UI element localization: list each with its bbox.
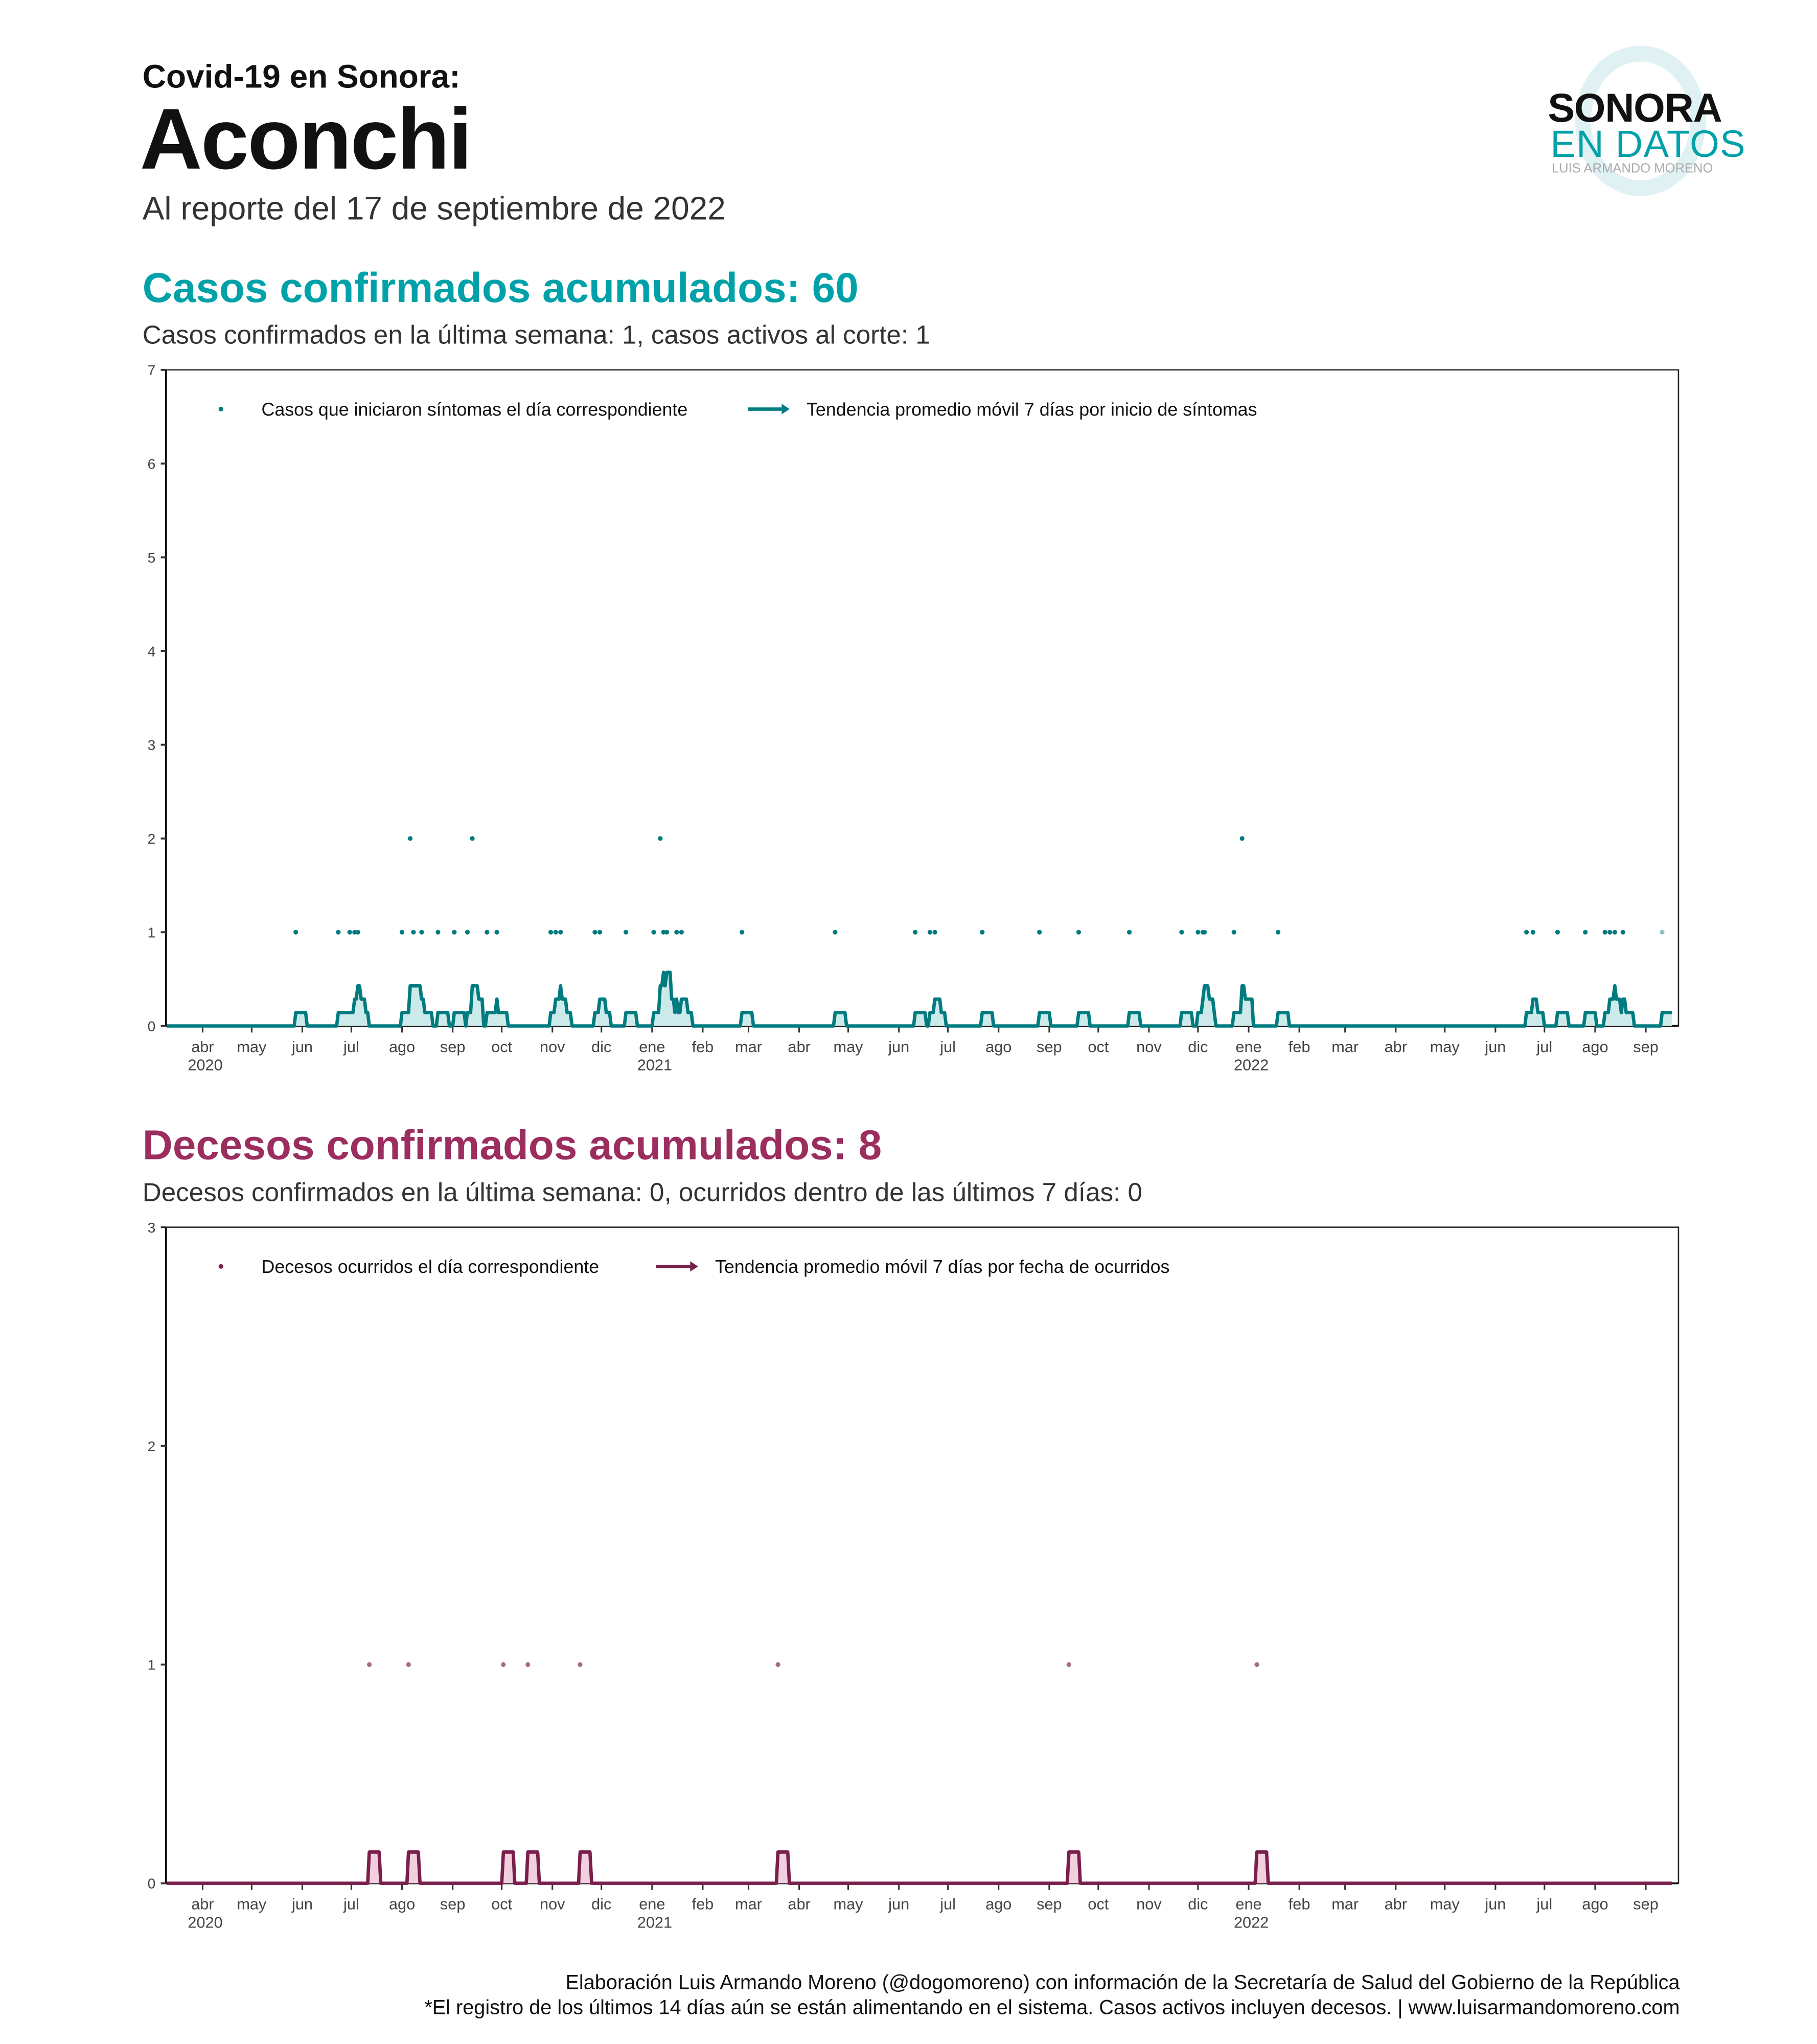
x-tick-label: dic bbox=[591, 1037, 612, 1056]
data-point bbox=[408, 836, 412, 841]
moving-average-line bbox=[167, 1852, 1672, 1883]
y-tick-label: 1 bbox=[147, 924, 156, 941]
data-point bbox=[435, 930, 440, 935]
data-point bbox=[932, 930, 937, 935]
x-tick-label: oct bbox=[491, 1895, 513, 1913]
x-tick-label: jun bbox=[888, 1895, 910, 1913]
x-tick-label: jul bbox=[1536, 1037, 1553, 1056]
data-point bbox=[494, 930, 499, 935]
x-year-label: 2020 bbox=[188, 1913, 223, 1932]
data-point bbox=[740, 930, 744, 935]
x-tick-label: jun bbox=[888, 1037, 910, 1056]
data-point bbox=[411, 930, 416, 935]
data-point bbox=[980, 930, 984, 935]
x-tick-label: ene bbox=[1235, 1037, 1262, 1056]
x-tick-label: sep bbox=[440, 1895, 466, 1913]
data-point bbox=[913, 930, 917, 935]
legend-arrow-icon bbox=[690, 1261, 698, 1271]
x-tick-label: may bbox=[1430, 1037, 1460, 1056]
x-year-label: 2022 bbox=[1233, 1913, 1269, 1932]
x-year-label: 2021 bbox=[637, 1056, 673, 1074]
x-tick-label: may bbox=[833, 1037, 863, 1056]
data-point bbox=[1583, 930, 1588, 935]
legend-points-label: Decesos ocurridos el día correspondiente bbox=[261, 1257, 600, 1278]
x-tick-label: may bbox=[833, 1895, 863, 1913]
data-point bbox=[1076, 930, 1081, 935]
x-tick-label: sep bbox=[1633, 1895, 1659, 1913]
x-tick-label: oct bbox=[1088, 1037, 1109, 1056]
data-point bbox=[1037, 930, 1042, 935]
data-point bbox=[651, 930, 656, 935]
data-point bbox=[452, 930, 456, 935]
x-tick-label: feb bbox=[1288, 1037, 1310, 1056]
x-tick-label: feb bbox=[692, 1895, 714, 1913]
deaths-subheading: Decesos confirmados en la última semana: 0, ocurridos dentro de las últimos 7 días: 0 bbox=[142, 1178, 1142, 1208]
data-point bbox=[485, 930, 489, 935]
data-point bbox=[928, 930, 932, 935]
data-point bbox=[293, 930, 298, 935]
x-tick-label: jul bbox=[940, 1037, 956, 1056]
data-point bbox=[554, 930, 558, 935]
footer bbox=[424, 1971, 1680, 2020]
data-point bbox=[658, 836, 662, 841]
y-tick-label: 2 bbox=[147, 831, 156, 847]
data-point bbox=[558, 930, 563, 935]
y-tick-label: 0 bbox=[147, 1018, 156, 1034]
data-point bbox=[400, 930, 404, 935]
data-point bbox=[348, 930, 352, 935]
legend-point-icon bbox=[219, 407, 223, 411]
x-tick-label: mar bbox=[1331, 1895, 1359, 1913]
x-tick-label: may bbox=[1430, 1895, 1460, 1913]
x-tick-label: dic bbox=[1188, 1037, 1208, 1056]
moving-average-area bbox=[167, 1852, 1672, 1883]
x-tick-label: jul bbox=[940, 1895, 956, 1913]
page-title: Aconchi bbox=[140, 90, 471, 187]
data-point bbox=[501, 1662, 505, 1667]
data-point bbox=[419, 930, 424, 935]
x-tick-label: sep bbox=[1037, 1037, 1062, 1056]
y-tick-label: 7 bbox=[147, 362, 156, 379]
data-point bbox=[1613, 930, 1617, 935]
y-tick-label: 1 bbox=[147, 1657, 156, 1673]
data-point bbox=[1524, 930, 1529, 935]
x-tick-label: dic bbox=[1188, 1895, 1208, 1913]
y-tick-label: 4 bbox=[147, 643, 156, 660]
data-point bbox=[1195, 930, 1200, 935]
plot-frame bbox=[166, 1227, 1678, 1884]
data-point bbox=[674, 930, 679, 935]
data-point bbox=[1127, 930, 1132, 935]
x-tick-label: feb bbox=[692, 1037, 714, 1056]
data-point bbox=[356, 930, 360, 935]
data-point bbox=[1240, 836, 1245, 841]
x-year-label: 2022 bbox=[1233, 1056, 1269, 1074]
y-tick-label: 3 bbox=[147, 737, 156, 753]
x-tick-label: abr bbox=[191, 1037, 214, 1056]
data-point bbox=[1179, 930, 1184, 935]
x-tick-label: oct bbox=[491, 1037, 513, 1056]
data-point bbox=[679, 930, 684, 935]
x-tick-label: sep bbox=[1037, 1895, 1062, 1913]
x-tick-label: ago bbox=[388, 1037, 416, 1056]
data-point bbox=[775, 1662, 780, 1667]
x-tick-label: ene bbox=[639, 1037, 665, 1056]
data-point bbox=[1607, 930, 1612, 935]
data-point bbox=[465, 930, 470, 935]
cases-subheading: Casos confirmados en la última semana: 1, casos activos al corte: 1 bbox=[142, 321, 930, 351]
x-tick-label: jul bbox=[343, 1037, 359, 1056]
data-point bbox=[470, 836, 474, 841]
x-tick-label: ene bbox=[1235, 1895, 1262, 1913]
data-point bbox=[833, 930, 837, 935]
x-tick-label: abr bbox=[788, 1895, 811, 1913]
data-point bbox=[1232, 930, 1236, 935]
plot-frame bbox=[166, 370, 1678, 1026]
y-tick-label: 2 bbox=[147, 1438, 156, 1454]
data-point bbox=[406, 1662, 411, 1667]
legend-line-label: Tendencia promedio móvil 7 días por fecha de ocurridos bbox=[715, 1257, 1170, 1278]
x-tick-label: ago bbox=[1582, 1037, 1608, 1056]
data-point bbox=[592, 930, 597, 935]
x-tick-label: ene bbox=[639, 1895, 665, 1913]
x-tick-label: jun bbox=[292, 1895, 313, 1913]
x-tick-label: sep bbox=[1633, 1037, 1659, 1056]
x-tick-label: ago bbox=[1582, 1895, 1608, 1913]
x-tick-label: nov bbox=[1136, 1895, 1162, 1913]
data-point bbox=[1067, 1662, 1071, 1667]
x-tick-label: mar bbox=[735, 1037, 762, 1056]
data-point bbox=[525, 1662, 530, 1667]
x-tick-label: abr bbox=[788, 1037, 811, 1056]
data-point bbox=[664, 930, 669, 935]
legend-arrow-icon bbox=[781, 404, 789, 414]
y-tick-label: 3 bbox=[147, 1219, 156, 1236]
x-tick-label: may bbox=[237, 1895, 267, 1913]
data-point bbox=[1202, 930, 1207, 935]
x-tick-label: jul bbox=[343, 1895, 359, 1913]
x-tick-label: ago bbox=[388, 1895, 416, 1913]
footer-credit: Elaboración Luis Armando Moreno (@dogomoreno) con información de la Secretaría de Salud del Gobierno de la República bbox=[565, 1972, 1680, 1994]
cases-chart bbox=[148, 362, 1678, 1074]
logo-line2: EN DATOS bbox=[1550, 124, 1746, 166]
report-date: Al reporte del 17 de septiembre de 2022 bbox=[142, 191, 726, 228]
logo-line3: LUIS ARMANDO MORENO bbox=[1551, 162, 1713, 177]
data-point bbox=[548, 930, 553, 935]
data-point bbox=[597, 930, 602, 935]
x-tick-label: mar bbox=[735, 1895, 762, 1913]
data-point bbox=[336, 930, 340, 935]
x-tick-label: jul bbox=[1536, 1895, 1553, 1913]
x-tick-label: ago bbox=[985, 1037, 1012, 1056]
x-tick-label: jun bbox=[1485, 1895, 1506, 1913]
x-tick-label: jun bbox=[1485, 1037, 1506, 1056]
supertitle: Covid-19 en Sonora: bbox=[142, 59, 461, 96]
legend-point-icon bbox=[219, 1264, 223, 1269]
x-tick-label: nov bbox=[1136, 1037, 1162, 1056]
data-point bbox=[1531, 930, 1535, 935]
x-tick-label: nov bbox=[540, 1895, 565, 1913]
data-point bbox=[624, 930, 628, 935]
x-tick-label: feb bbox=[1288, 1895, 1310, 1913]
x-year-label: 2021 bbox=[637, 1913, 673, 1932]
x-tick-label: abr bbox=[1384, 1895, 1407, 1913]
data-point bbox=[1276, 930, 1280, 935]
data-point bbox=[1603, 930, 1607, 935]
legend-line-label: Tendencia promedio móvil 7 días por inicio de síntomas bbox=[807, 399, 1257, 420]
x-tick-label: abr bbox=[1384, 1037, 1407, 1056]
x-tick-label: sep bbox=[440, 1037, 466, 1056]
x-tick-label: ago bbox=[985, 1895, 1012, 1913]
legend-points-label: Casos que iniciaron síntomas el día correspondiente bbox=[261, 399, 688, 420]
deaths-chart bbox=[148, 1220, 1678, 1932]
data-point bbox=[367, 1662, 372, 1667]
data-point bbox=[1254, 1662, 1259, 1667]
logo-line1: SONORA bbox=[1548, 85, 1722, 131]
data-point bbox=[1660, 930, 1664, 935]
x-tick-label: oct bbox=[1088, 1895, 1109, 1913]
data-point bbox=[578, 1662, 583, 1667]
x-year-label: 2020 bbox=[188, 1056, 223, 1074]
footer-note: *El registro de los últimos 14 días aún se están alimentando en el sistema. Casos activos incluyen decesos. | www.luisarmandomoreno.com bbox=[424, 1997, 1680, 2019]
x-tick-label: abr bbox=[191, 1895, 214, 1913]
x-tick-label: dic bbox=[591, 1895, 612, 1913]
moving-average-area bbox=[167, 972, 1672, 1026]
y-tick-label: 6 bbox=[147, 456, 156, 472]
cases-heading: Casos confirmados acumulados: 60 bbox=[142, 264, 859, 311]
deaths-heading: Decesos confirmados acumulados: 8 bbox=[142, 1121, 882, 1169]
y-tick-label: 5 bbox=[147, 549, 156, 566]
data-point bbox=[1555, 930, 1560, 935]
x-tick-label: mar bbox=[1331, 1037, 1359, 1056]
data-point bbox=[1621, 930, 1625, 935]
x-tick-label: jun bbox=[292, 1037, 313, 1056]
x-tick-label: may bbox=[237, 1037, 267, 1056]
x-tick-label: nov bbox=[540, 1037, 565, 1056]
y-tick-label: 0 bbox=[147, 1875, 156, 1892]
